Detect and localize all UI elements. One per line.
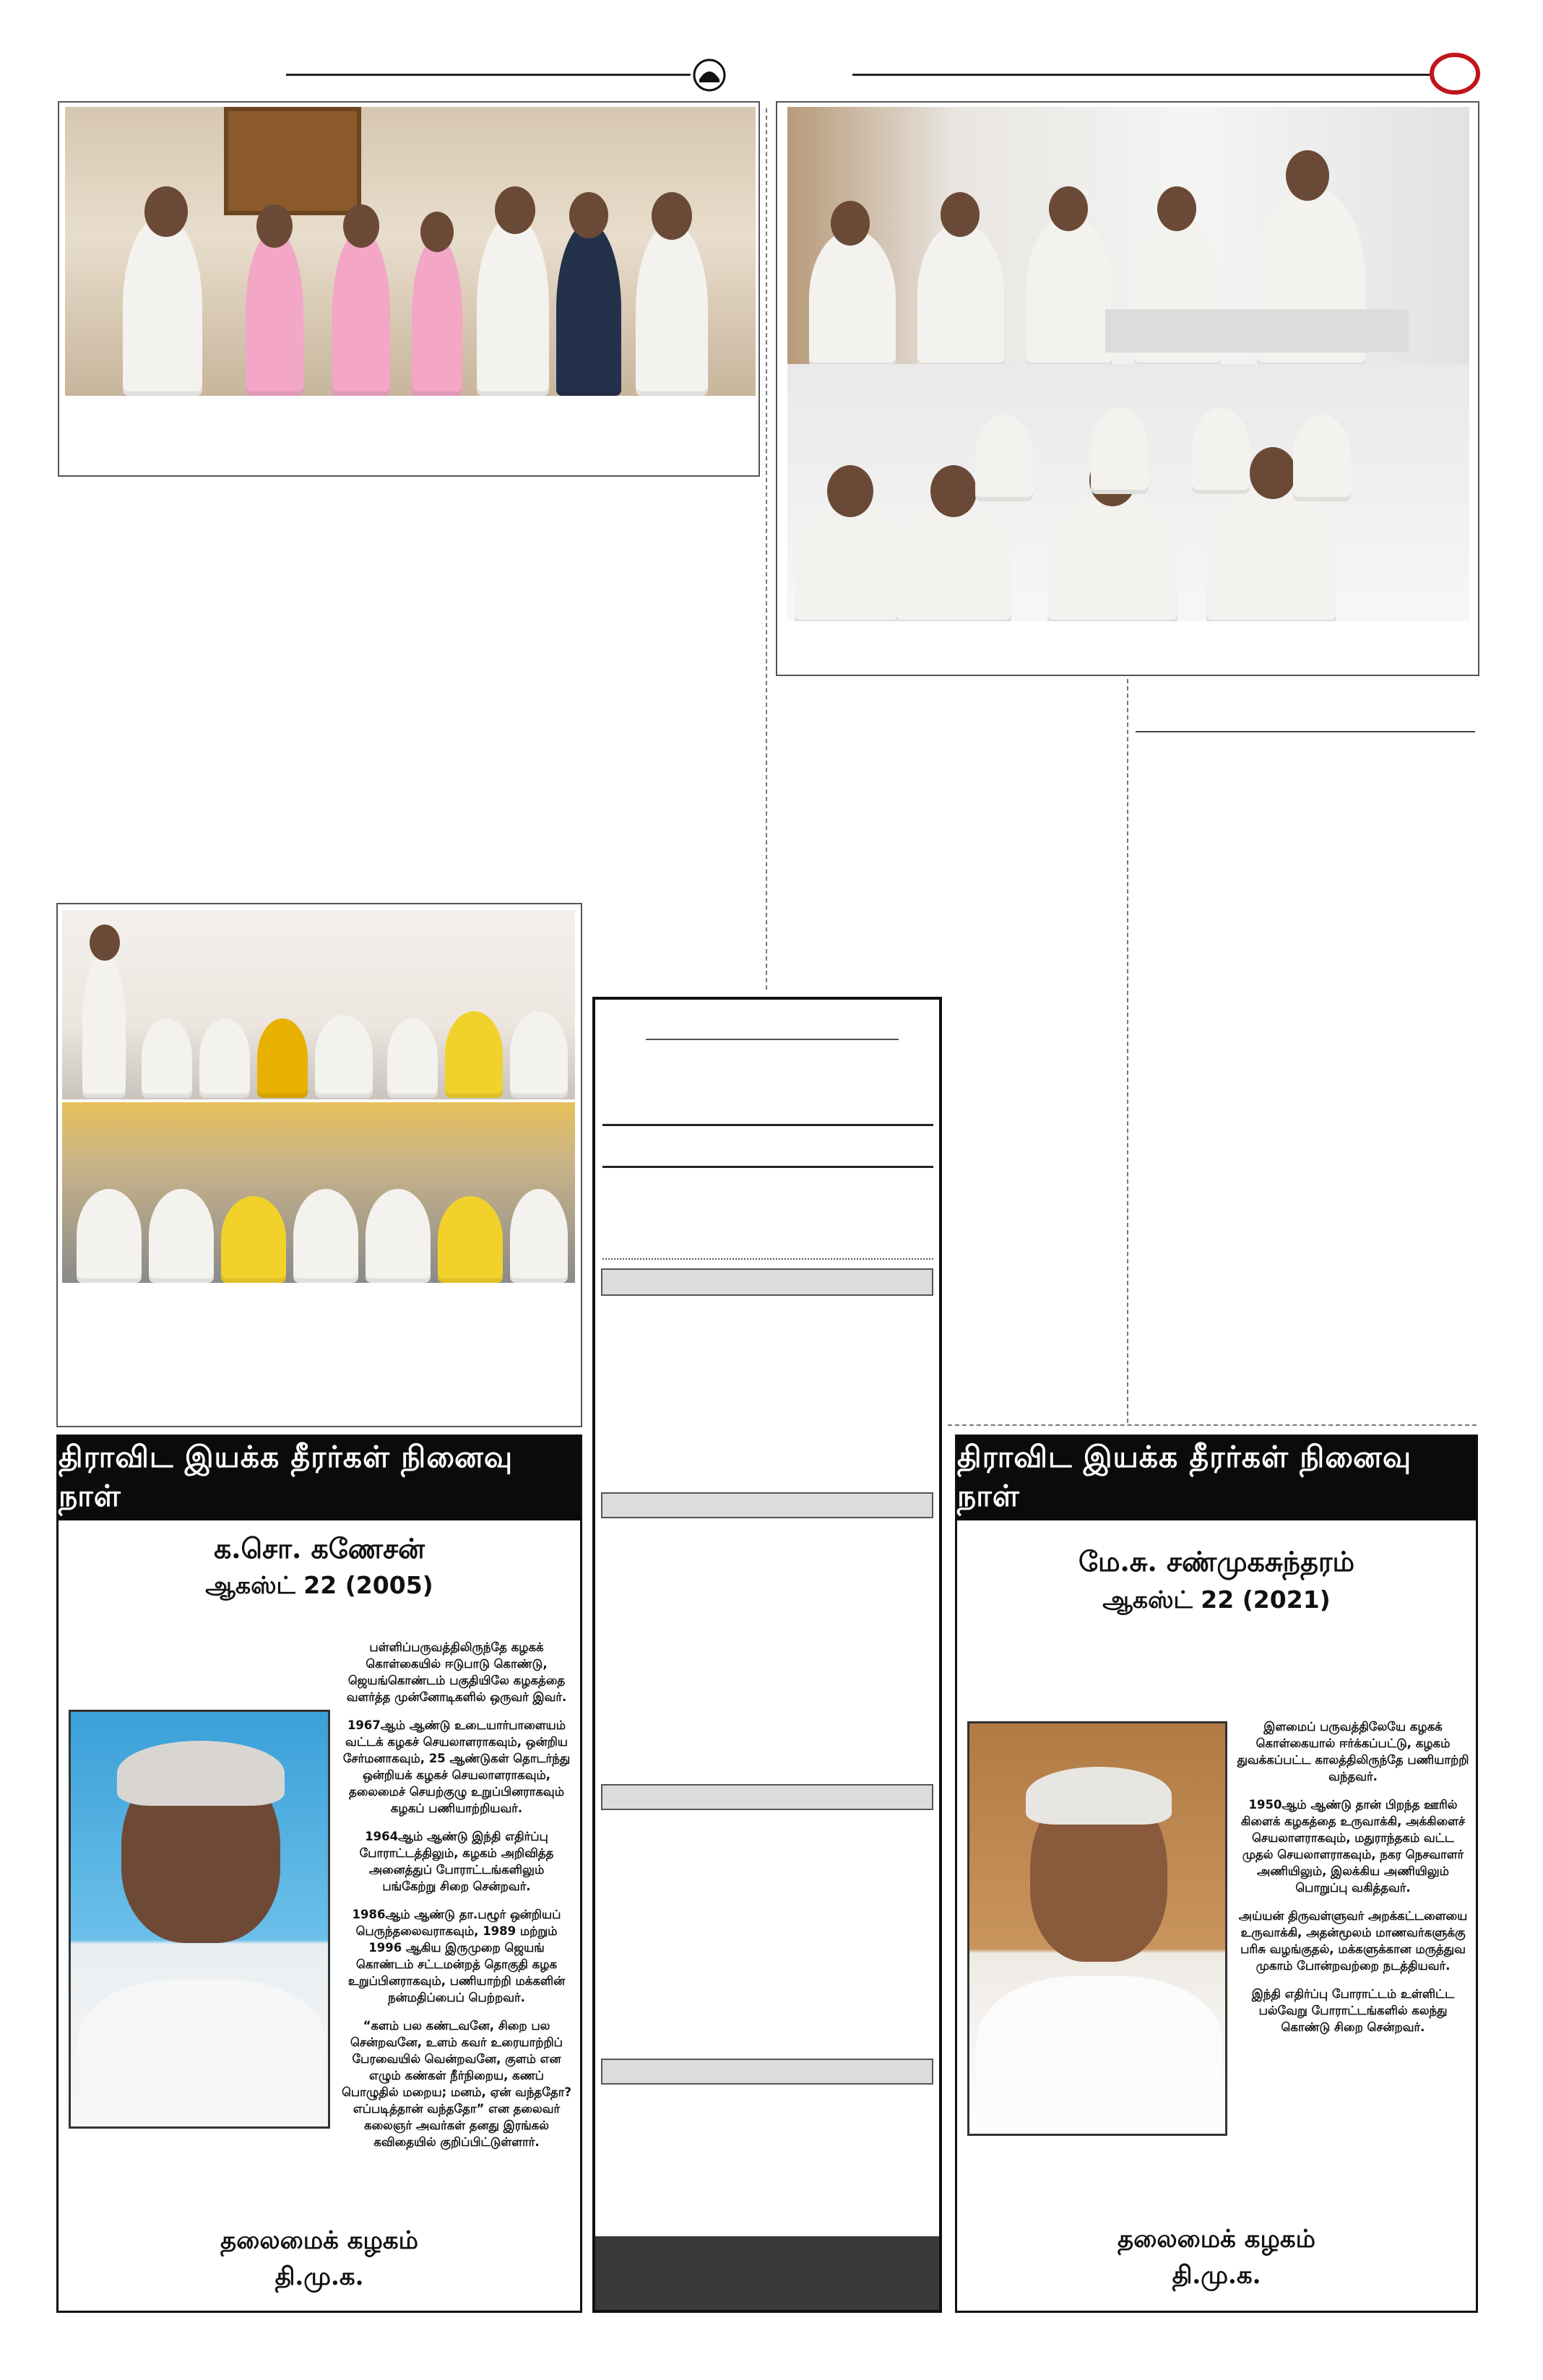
column-divider-right (1127, 679, 1128, 1423)
section-bar-4 (601, 2059, 933, 2085)
sun-rising-emblem-icon (692, 58, 727, 92)
memorial-card-left (56, 1435, 582, 2313)
memorial-banner: திராவிட இயக்க தீரர்கள் நினைவு நாள் (957, 1437, 1476, 1520)
memorial-banner: திராவிட இயக்க தீரர்கள் நினைவு நாள் (59, 1437, 580, 1520)
bio-paragraph: அய்யன் திருவள்ளுவர் அறக்கட்டளையை உருவாக்கி, அதன்மூலம் மாணவர்களுக்கு பரிசு வழங்குதல், மக்களுக்கான மருத்துவ முகாம் போன்றவற்றை நடத்தியவர். (1238, 1909, 1468, 1973)
bio-paragraph: 1950ஆம் ஆண்டு தான் பிறந்த ஊரில் கிளைக் கழகத்தை உருவாக்கி, அக்கிளைச் செயலாளராகவும், மதுராந்தகம் வட்ட முதல் செயலாளராகவும், நகர நெசவாளர் அணியிலும், இலக்கிய அணியிலும் பொறுப்பு வகித்தவர். (1240, 1798, 1466, 1895)
center-rule-1 (646, 1039, 899, 1040)
portrait-photo (967, 1721, 1227, 2136)
bio-paragraph: இந்தி எதிர்ப்பு போராட்டம் உள்ளிட்ட பல்வேறு போராட்டங்களில் கலந்து கொண்டு சிறை சென்றவர். (1251, 1987, 1455, 2034)
signature-line-2: தி.மு.க. (275, 2262, 364, 2291)
meeting-photo-bottom (787, 364, 1469, 621)
red-ring-emblem-icon (1427, 52, 1482, 95)
portrait-photo (69, 1710, 330, 2129)
bio-paragraph: 1964ஆம் ஆண்டு இந்தி எதிர்ப்பு போராட்டத்திலும், கழகம் அறிவித்த அனைத்துப் போராட்டங்களிலும் பங்கேற்று சிறை சென்றவர். (359, 1830, 554, 1893)
section-divider (948, 1424, 1477, 1426)
bio-paragraph: 1986ஆம் ஆண்டு தா.பழூர் ஒன்றியப் பெருந்தலைவராகவும், 1989 மற்றும் 1996 ஆகிய இருமுறை ஜெயங் கொண்டம் சட்டமன்றத் தொகுதி கழக உறுப்பினராகவும், பணியாற்றி மக்களின் நன்மதிப்பைப் பெற்றவர். (347, 1908, 566, 2004)
memorial-name: க.சொ. கணேசன் (214, 1532, 425, 1565)
section-bar-1 (601, 1268, 933, 1296)
bio-paragraph: இளமைப் பருவத்திலேயே கழகக் கொள்கையால் ஈர்க்கப்பட்டு, கழகம் துவக்கப்பட்ட காலத்திலிருந்தே பணியாற்றி வந்தவர். (1237, 1720, 1469, 1783)
memorial-bio (340, 1639, 573, 2162)
section-bar-3 (601, 1784, 933, 1810)
portrait-frame-icon (224, 107, 361, 215)
section-bar-2 (601, 1492, 933, 1518)
center-rule-4 (602, 1258, 933, 1260)
audience-photo (62, 1102, 575, 1283)
meeting-photo-top (787, 107, 1469, 364)
signature-line-1: தலைமைக் கழகம் (1118, 2225, 1315, 2254)
memorial-bio (1236, 1718, 1470, 2047)
center-column-box (592, 997, 942, 2313)
stage-event-photo (62, 910, 575, 1099)
award-ceremony-frame (58, 101, 760, 477)
right-column-rule (1136, 731, 1475, 732)
center-rule-3 (602, 1166, 933, 1168)
column-divider-left (766, 108, 767, 990)
meeting-frame (776, 101, 1479, 676)
memorial-date: ஆகஸ்ட் 22 (2005) (205, 1571, 433, 1599)
bio-paragraph: 1967ஆம் ஆண்டு உடையார்பாளையம் வட்டக் கழகச் செயலாளராகவும், ஒன்றிய சேர்மனாகவும், 25 ஆண்டுகள் தொடர்ந்து ஒன்றியக் கழகச் செயலாளராகவும், தலைமைச் செயற்குழு உறுப்பினராகவும் கழகப் பணியாற்றியவர். (342, 1718, 571, 1815)
center-rule-2 (602, 1124, 933, 1126)
event-frame (56, 903, 582, 1427)
signature-line-1: தலைமைக் கழகம் (220, 2226, 418, 2255)
bio-paragraph: பள்ளிப்பருவத்திலிருந்தே கழகக் கொள்கையில் ஈடுபாடு கொண்டு, ஜெயங்கொண்டம் பகுதியிலே கழகத்தை வளர்த்த முன்னோடிகளில் ஒருவர் இவர். (346, 1640, 567, 1704)
header-rule-left (286, 74, 691, 76)
header-rule-right (852, 74, 1430, 76)
bio-paragraph: “களம் பல கண்டவனே, சிறை பல சென்றவனே, உளம் கவர் உரையாற்றிப் பேரவையில் வென்றவனே, குளம் என எழும் கண்கள் நீர்நிறைய, கணப் பொழுதில் மறைய; மனம், ஏன் வந்ததோ? எப்படித்தான் வந்ததோ” என தலைவர் கலைஞர் அவர்கள் தனது இரங்கல் கவிதையில் குறிப்பிட்டுள்ளார். (342, 2019, 571, 2149)
center-footer-block (595, 2236, 939, 2310)
award-ceremony-photo (65, 107, 756, 396)
memorial-date: ஆகஸ்ட் 22 (2021) (1102, 1585, 1331, 1614)
signature-line-2: தி.மு.க. (1172, 2261, 1261, 2290)
memorial-card-right (955, 1435, 1478, 2313)
memorial-name: மே.சு. சண்முகசுந்தரம் (1078, 1545, 1355, 1578)
